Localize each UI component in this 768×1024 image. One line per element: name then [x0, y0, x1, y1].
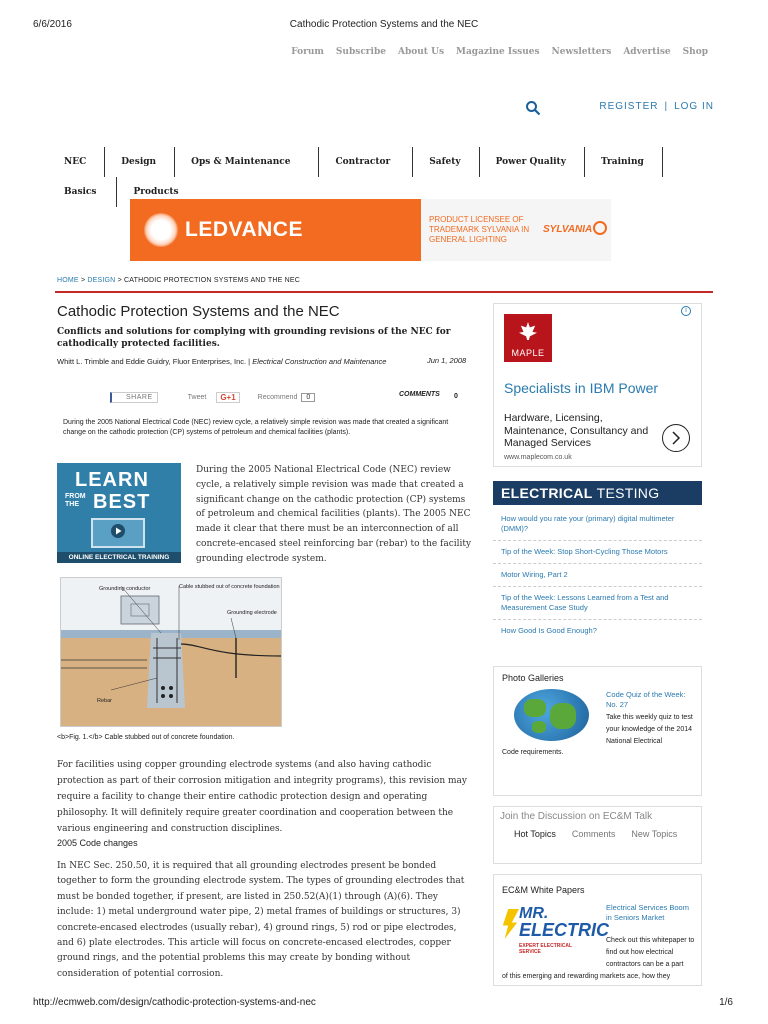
talk-tabs: [506, 829, 685, 839]
gplus-button[interactable]: G+1: [216, 392, 239, 403]
top-link-forum[interactable]: Forum: [291, 47, 324, 57]
maple-ad-body: Hardware, Licensing, Maintenance, Consultancy and Managed Services: [504, 412, 649, 449]
nav-basics[interactable]: Basics: [64, 187, 97, 197]
ad-info-icon[interactable]: i: [681, 306, 691, 316]
tab-comments[interactable]: Comments: [571, 829, 616, 839]
print-footer-url: http://ecmweb.com/design/cathodic-protection-systems-and-nec: [33, 997, 316, 1008]
banner-partner: SYLVANIA: [543, 224, 593, 235]
nav-ops-maintenance[interactable]: Ops & Maintenance: [175, 147, 319, 177]
social-share-row: [110, 390, 315, 404]
article-byline: [57, 356, 407, 367]
maple-ad-url: www.maplecom.co.uk: [504, 454, 572, 461]
print-date: 6/6/2016: [33, 19, 72, 30]
white-papers-title: EC&M White Papers: [502, 885, 585, 895]
etest-header-b: TESTING: [596, 485, 660, 501]
print-title: Cathodic Protection Systems and the NEC: [289, 19, 479, 30]
photo-galleries-widget: [493, 666, 702, 796]
article-date: Jun 1, 2008: [427, 356, 467, 365]
article-publication[interactable]: Electrical Construction and Maintenance: [252, 357, 387, 366]
article-subtitle: Conflicts and solutions for complying with grounding revisions of the NEC for cathodically protected facilities.: [57, 327, 451, 349]
etest-item[interactable]: Tip of the Week: Stop Short-Cycling Those Motors: [493, 541, 702, 564]
comments-count: 0: [454, 393, 458, 400]
maple-logo: [504, 314, 552, 362]
photo-galleries-title: Photo Galleries: [502, 673, 564, 683]
etest-item[interactable]: How Good Is Good Enough?: [501, 626, 597, 635]
maple-leaf-icon: [519, 322, 537, 340]
gallery-description-cont: Code requirements.: [502, 749, 564, 756]
breadcrumb: [57, 277, 300, 284]
article-title: Cathodic Protection Systems and the NEC: [57, 303, 340, 320]
top-links: [291, 47, 708, 57]
ledvance-banner-ad[interactable]: [130, 199, 611, 261]
comments-link[interactable]: COMMENTS: [399, 391, 440, 398]
banner-brand: LEDVANCE: [185, 218, 303, 241]
nav-nec[interactable]: NEC: [48, 147, 105, 177]
breadcrumb-design[interactable]: DESIGN: [87, 277, 116, 284]
pier: [147, 633, 185, 708]
top-link-advertise[interactable]: Advertise: [623, 47, 671, 57]
sylvania-logo-icon: [593, 221, 607, 235]
auth-separator: |: [664, 101, 669, 112]
nav-contractor[interactable]: Contractor: [319, 147, 413, 177]
ad-arrow-icon[interactable]: [662, 424, 690, 452]
tab-new-topics[interactable]: New Topics: [631, 829, 678, 839]
label-rebar: Rebar: [97, 698, 112, 704]
article-paragraph-3: In NEC Sec. 250.50, it is required that all grounding electrodes present be bonded together to form the grounding electrode system. The types of grounding electrodes that must be bonded together, if present, are listed in 250.52(A)(1) through (A)(6). They include: 1) metal underground water pipe, 2) metal frames of buildings or structures, 3) concrete-encased electrodes (usually rebar), 4) ground rings, 5) rod or pipe electrodes, and 6) plate electrodes. This article will focus on concrete-encased electrodes, copper ground rings, and the potential problems this may create by bonding without consideration of potential corrosion.: [57, 861, 465, 979]
print-footer-page: 1/6: [719, 997, 733, 1008]
electrical-testing-widget: [493, 481, 702, 642]
learn-ad-line2: FROM THE: [65, 493, 86, 508]
section-heading: 2005 Code changes: [57, 838, 138, 848]
article-summary: During the 2005 National Electrical Code (NEC) review cycle, a relatively simple revision was made that created a significant change on the cathodic protection (CP) systems of petroleum and chemical facilities (plants).: [63, 419, 449, 436]
foundation-diagram: [61, 578, 282, 727]
breadcrumb-sep: >: [115, 277, 125, 284]
nav-training[interactable]: Training: [585, 147, 663, 177]
figure-caption: <b>Fig. 1.</b> Cable stubbed out of concrete foundation.: [57, 734, 235, 741]
white-paper-link[interactable]: Electrical Services Boom in Seniors Market: [606, 903, 689, 922]
register-link[interactable]: REGISTER: [599, 101, 659, 112]
electrical-testing-header[interactable]: [493, 481, 702, 505]
etest-item[interactable]: How would you rate your (primary) digital multimeter (DMM)?: [493, 505, 702, 541]
nav-design[interactable]: Design: [105, 147, 175, 177]
play-icon: [111, 524, 125, 538]
motor: [121, 596, 159, 624]
logo-tagline: EXPERT ELECTRICAL SERVICE: [519, 943, 572, 955]
article-paragraph-2: For facilities using copper grounding electrode systems (and also having cathodic protection as part of their corrosion mitigation and integrity programs), this revision may require a facility to change their entire cathodic protection design and operating philosophy. It will definitely require greater coordination and cooperation between the various engineering and construction disciplines.: [57, 760, 467, 834]
breadcrumb-current: CATHODIC PROTECTION SYSTEMS AND THE NEC: [124, 277, 300, 284]
lightning-bolt-icon: [501, 909, 519, 939]
banner-license-text: PRODUCT LICENSEE OF TRADEMARK SYLVANIA IN GENERAL LIGHTING: [429, 215, 530, 244]
gallery-link[interactable]: Code Quiz of the Week: No. 27: [606, 690, 686, 709]
nav-safety[interactable]: Safety: [413, 147, 479, 177]
nav-products[interactable]: Products: [116, 177, 196, 207]
article-paragraph-1: During the 2005 National Electrical Code (NEC) review cycle, a relatively simple revision was made that created a significant change on the cathodic protection (CP) systems of petroleum and chemical facilities (plants). The 2005 NEC made it clear that there must be an interconnection of all concrete-encased steel reinforcing bar (rebar) to the facility grounding electrode system.: [196, 465, 472, 564]
learn-ad-line3: BEST: [93, 491, 151, 513]
section-divider: [55, 291, 713, 293]
learn-ad-line1: LEARN: [75, 469, 149, 491]
logo-text-b: ELECTRIC: [519, 920, 609, 940]
auth-links: [599, 101, 714, 112]
tab-hot-topics[interactable]: Hot Topics: [514, 829, 556, 839]
nav-power-quality[interactable]: Power Quality: [480, 147, 585, 177]
white-paper-description-cont: of this emerging and rewarding markets ace, how they: [502, 973, 671, 980]
figure-1-diagram: [60, 577, 282, 727]
mr-electric-logo[interactable]: [499, 905, 609, 955]
search-icon[interactable]: [525, 100, 541, 116]
talk-title: Join the Discussion on EC&M Talk: [500, 811, 653, 822]
main-nav: [48, 147, 718, 207]
top-link-newsletters[interactable]: Newsletters: [551, 47, 612, 57]
maple-ad[interactable]: [493, 303, 702, 467]
share-button[interactable]: SHARE: [110, 392, 158, 403]
recommend-count: 0: [301, 393, 315, 402]
breadcrumb-home[interactable]: HOME: [57, 277, 79, 284]
white-paper-description: Check out this whitepaper to find out how electrical contractors can be a part: [606, 937, 695, 968]
tweet-button[interactable]: Tweet: [187, 393, 207, 401]
white-papers-widget: [493, 874, 702, 986]
label-cable-stubbed: Cable stubbed out of concrete foundation: [179, 584, 280, 590]
ecm-talk-widget: [493, 806, 702, 864]
maple-ad-headline: Specialists in IBM Power: [504, 380, 659, 396]
top-link-subscribe[interactable]: Subscribe: [335, 47, 386, 57]
logo-text-a: MR.: [519, 905, 549, 922]
maple-logo-text: MAPLE: [511, 348, 545, 358]
globe-image[interactable]: [514, 689, 589, 741]
breadcrumb-sep: >: [78, 277, 88, 284]
article-authors: Whitt L. Trimble and Eddie Guidry, Fluor Enterprises, Inc. |: [57, 357, 253, 366]
etest-item[interactable]: Tip of the Week: Lessons Learned from a Test and Measurement Case Study: [493, 587, 702, 620]
login-link[interactable]: LOG IN: [674, 101, 714, 112]
banner-license-panel: [421, 199, 611, 261]
learn-from-the-best-ad[interactable]: [57, 463, 181, 563]
top-link-shop[interactable]: Shop: [682, 47, 708, 57]
learn-ad-footer: ONLINE ELECTRICAL TRAINING: [57, 552, 181, 563]
etest-header-a: ELECTRICAL: [501, 485, 593, 501]
top-link-about-us[interactable]: About Us: [397, 47, 445, 57]
top-link-magazine-issues[interactable]: Magazine Issues: [456, 47, 540, 57]
label-grounding-conductor: Grounding conductor: [99, 586, 151, 592]
etest-item[interactable]: Motor Wiring, Part 2: [493, 564, 702, 587]
label-grounding-electrode: Grounding electrode: [227, 610, 277, 616]
gallery-description: Take this weekly quiz to test your knowledge of the 2014 National Electrical: [606, 714, 693, 745]
ledvance-logo-icon: [144, 213, 178, 247]
recommend-button[interactable]: Recommend: [257, 393, 298, 401]
